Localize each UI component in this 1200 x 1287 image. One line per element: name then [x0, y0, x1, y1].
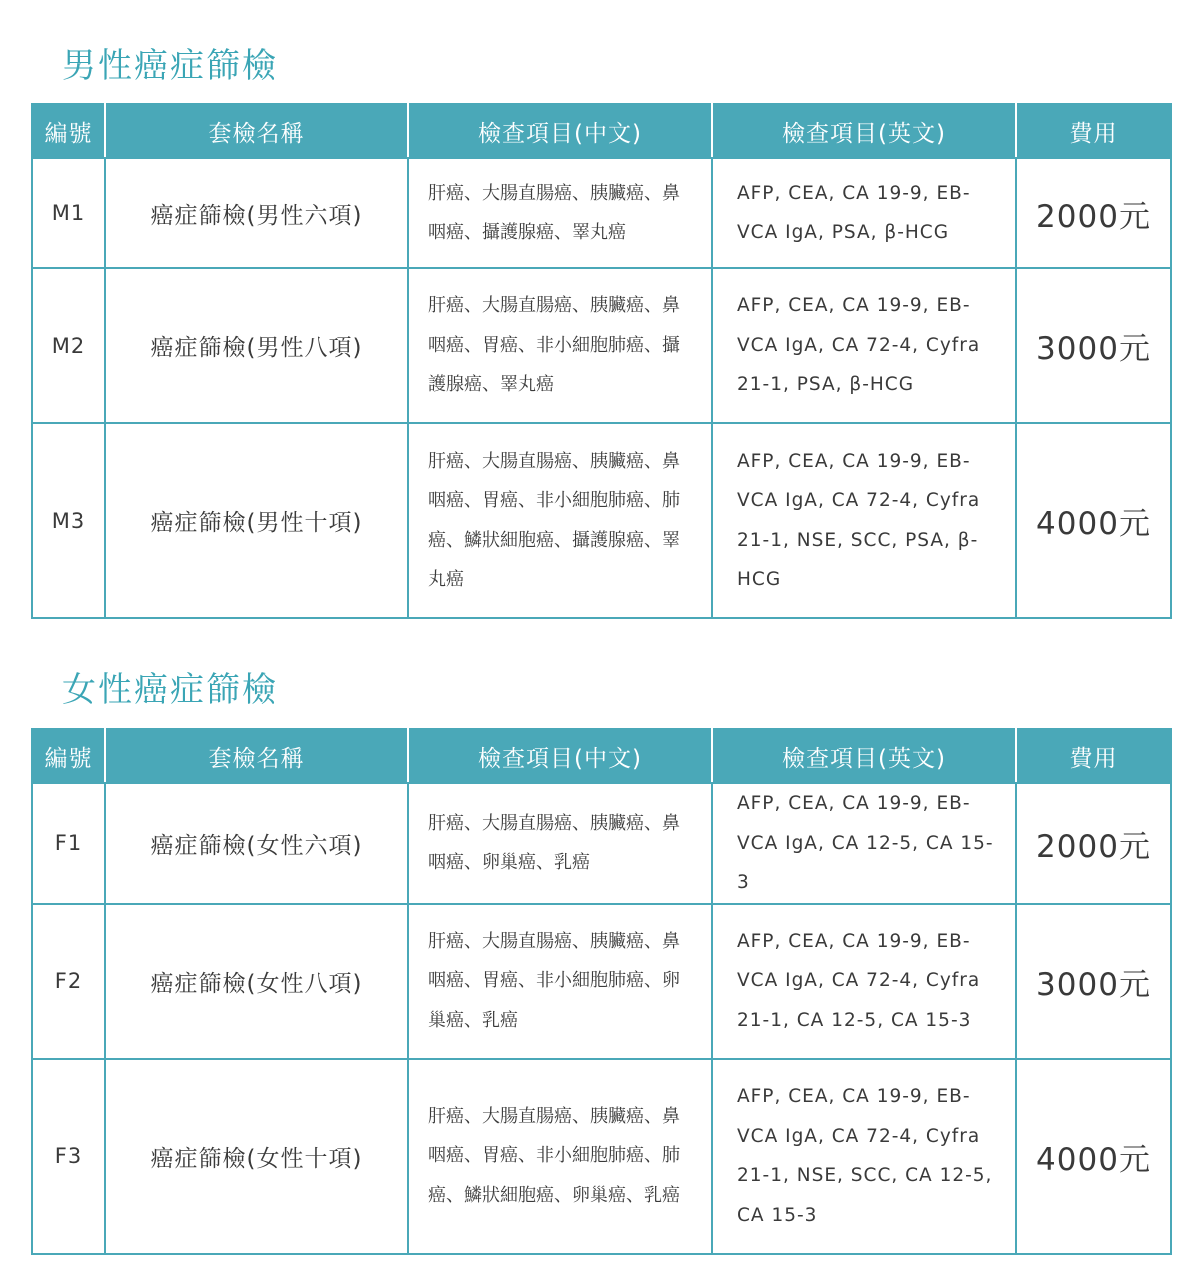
package-fee: 2000元	[1016, 783, 1171, 904]
package-id: F2	[32, 904, 105, 1059]
items-zh: 肝癌、大腸直腸癌、胰臟癌、鼻咽癌、胃癌、非小細胞肺癌、攝護腺癌、睪丸癌	[408, 268, 712, 423]
items-zh: 肝癌、大腸直腸癌、胰臟癌、鼻咽癌、胃癌、非小細胞肺癌、卵巢癌、乳癌	[408, 904, 712, 1059]
table-row	[32, 904, 1171, 1059]
items-zh: 肝癌、大腸直腸癌、胰臟癌、鼻咽癌、卵巢癌、乳癌	[408, 783, 712, 904]
package-name: 癌症篩檢(男性十項)	[105, 423, 408, 618]
female-screening-table	[31, 728, 1172, 1255]
package-fee: 3000元	[1016, 268, 1171, 423]
package-id: F1	[32, 783, 105, 904]
items-en: AFP, CEA, CA 19-9, EB-VCA IgA, CA 72-4, Cyfra 21-1, NSE, SCC, CA 12-5, CA 15-3	[712, 1059, 1016, 1254]
male-screening-table	[31, 103, 1172, 619]
package-name: 癌症篩檢(女性六項)	[105, 783, 408, 904]
items-en: AFP, CEA, CA 19-9, EB-VCA IgA, CA 72-4, Cyfra 21-1, PSA, β-HCG	[712, 268, 1016, 423]
header-package-name: 套檢名稱	[105, 104, 408, 158]
package-name: 癌症篩檢(男性六項)	[105, 158, 408, 268]
package-fee: 4000元	[1016, 1059, 1171, 1254]
items-zh: 肝癌、大腸直腸癌、胰臟癌、鼻咽癌、攝護腺癌、睪丸癌	[408, 158, 712, 268]
items-en: AFP, CEA, CA 19-9, EB-VCA IgA, CA 12-5, CA 15-3	[712, 783, 1016, 904]
table-header-row	[32, 104, 1171, 158]
table-row	[32, 158, 1171, 268]
table-row	[32, 783, 1171, 904]
package-fee: 3000元	[1016, 904, 1171, 1059]
header-items-zh: 檢查項目(中文)	[408, 729, 712, 783]
items-en: AFP, CEA, CA 19-9, EB-VCA IgA, PSA, β-HCG	[712, 158, 1016, 268]
table-row	[32, 1059, 1171, 1254]
header-package-name: 套檢名稱	[105, 729, 408, 783]
female-section-title: 女性癌症篩檢	[62, 670, 278, 710]
header-items-en: 檢查項目(英文)	[712, 104, 1016, 158]
package-fee: 4000元	[1016, 423, 1171, 618]
header-fee: 費用	[1016, 729, 1171, 783]
package-name: 癌症篩檢(女性十項)	[105, 1059, 408, 1254]
header-items-en: 檢查項目(英文)	[712, 729, 1016, 783]
header-id: 編號	[32, 729, 105, 783]
table-row	[32, 268, 1171, 423]
header-fee: 費用	[1016, 104, 1171, 158]
items-en: AFP, CEA, CA 19-9, EB-VCA IgA, CA 72-4, Cyfra 21-1, NSE, SCC, PSA, β-HCG	[712, 423, 1016, 618]
package-id: M3	[32, 423, 105, 618]
package-name: 癌症篩檢(男性八項)	[105, 268, 408, 423]
package-id: F3	[32, 1059, 105, 1254]
package-id: M1	[32, 158, 105, 268]
table-header-row	[32, 729, 1171, 783]
table-row	[32, 423, 1171, 618]
package-id: M2	[32, 268, 105, 423]
package-name: 癌症篩檢(女性八項)	[105, 904, 408, 1059]
header-items-zh: 檢查項目(中文)	[408, 104, 712, 158]
male-section-title: 男性癌症篩檢	[62, 46, 278, 86]
items-zh: 肝癌、大腸直腸癌、胰臟癌、鼻咽癌、胃癌、非小細胞肺癌、肺癌、鱗狀細胞癌、卵巢癌、乳癌	[408, 1059, 712, 1254]
package-fee: 2000元	[1016, 158, 1171, 268]
items-zh: 肝癌、大腸直腸癌、胰臟癌、鼻咽癌、胃癌、非小細胞肺癌、肺癌、鱗狀細胞癌、攝護腺癌、睪丸癌	[408, 423, 712, 618]
items-en: AFP, CEA, CA 19-9, EB-VCA IgA, CA 72-4, Cyfra 21-1, CA 12-5, CA 15-3	[712, 904, 1016, 1059]
header-id: 編號	[32, 104, 105, 158]
